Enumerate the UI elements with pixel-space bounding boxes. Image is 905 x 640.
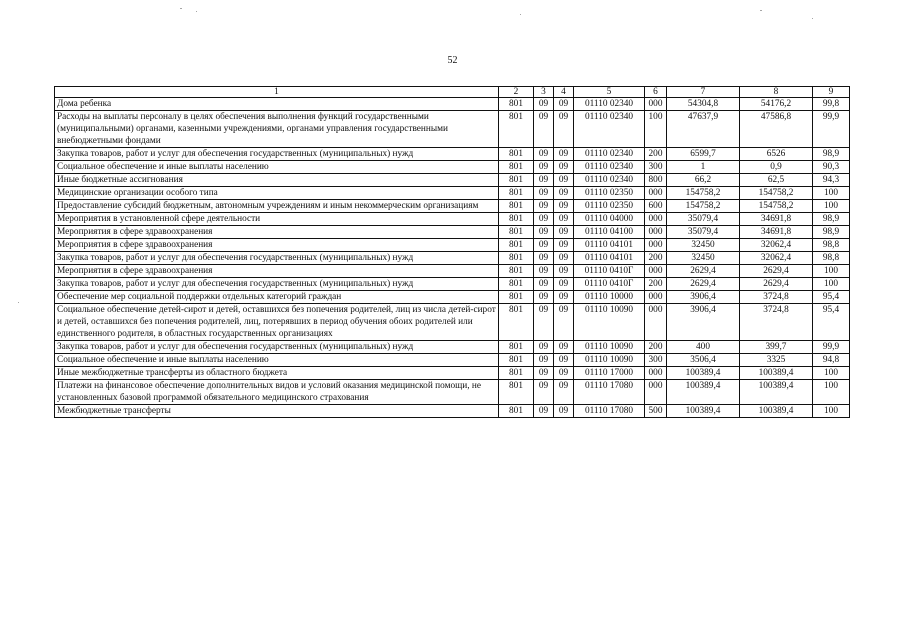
row-section: 09 (534, 148, 554, 161)
column-header: 4 (554, 87, 574, 98)
row-planned: 400 (667, 341, 740, 354)
row-section: 09 (534, 161, 554, 174)
table-row (55, 380, 850, 405)
row-section: 09 (534, 213, 554, 226)
table-header-row (55, 87, 850, 98)
row-section: 09 (534, 405, 554, 418)
row-ved: 801 (499, 213, 534, 226)
row-subsection: 09 (554, 405, 574, 418)
row-percent: 98,9 (813, 148, 850, 161)
table-row (55, 148, 850, 161)
row-expense-type: 000 (645, 291, 667, 304)
row-percent: 100 (813, 380, 850, 405)
row-ved: 801 (499, 161, 534, 174)
row-expense-type: 500 (645, 405, 667, 418)
row-executed: 3325 (740, 354, 813, 367)
row-subsection: 09 (554, 213, 574, 226)
row-section: 09 (534, 239, 554, 252)
row-section: 09 (534, 367, 554, 380)
row-planned: 154758,2 (667, 187, 740, 200)
column-header: 1 (55, 87, 499, 98)
row-expense-type: 200 (645, 341, 667, 354)
row-percent: 98,8 (813, 252, 850, 265)
row-executed: 47586,8 (740, 111, 813, 148)
row-executed: 3724,8 (740, 291, 813, 304)
row-section: 09 (534, 380, 554, 405)
row-planned: 32450 (667, 252, 740, 265)
row-expense-type: 200 (645, 252, 667, 265)
row-target-article: 01110 02340 (574, 148, 645, 161)
row-name: Межбюджетные трансферты (55, 405, 499, 418)
row-expense-type: 600 (645, 200, 667, 213)
row-target-article: 01110 04101 (574, 239, 645, 252)
row-name: Социальное обеспечение и иные выплаты населению (55, 161, 499, 174)
row-executed: 3724,8 (740, 304, 813, 341)
row-name: Мероприятия в сфере здравоохранения (55, 226, 499, 239)
row-target-article: 01110 04101 (574, 252, 645, 265)
table-row (55, 187, 850, 200)
row-ved: 801 (499, 341, 534, 354)
row-ved: 801 (499, 291, 534, 304)
row-expense-type: 100 (645, 111, 667, 148)
table-row (55, 200, 850, 213)
row-percent: 99,8 (813, 98, 850, 111)
row-executed: 62,5 (740, 174, 813, 187)
row-planned: 35079,4 (667, 226, 740, 239)
table-row (55, 341, 850, 354)
row-subsection: 09 (554, 148, 574, 161)
row-name: Иные бюджетные ассигнования (55, 174, 499, 187)
row-expense-type: 200 (645, 278, 667, 291)
row-subsection: 09 (554, 252, 574, 265)
row-name: Обеспечение мер социальной поддержки отдельных категорий граждан (55, 291, 499, 304)
column-header: 3 (534, 87, 554, 98)
table-row (55, 174, 850, 187)
row-section: 09 (534, 304, 554, 341)
row-subsection: 09 (554, 200, 574, 213)
row-target-article: 01110 10090 (574, 341, 645, 354)
table-row (55, 252, 850, 265)
row-percent: 100 (813, 367, 850, 380)
row-target-article: 01110 0410Г (574, 278, 645, 291)
row-ved: 801 (499, 200, 534, 213)
row-planned: 100389,4 (667, 380, 740, 405)
row-percent: 94,3 (813, 174, 850, 187)
row-percent: 100 (813, 278, 850, 291)
row-ved: 801 (499, 148, 534, 161)
row-target-article: 01110 17080 (574, 380, 645, 405)
row-ved: 801 (499, 354, 534, 367)
row-name: Платежи на финансовое обеспечение дополнительных видов и условий оказания медицинской помощи, не установленных базовой программой обязательного медицинского страхования (55, 380, 499, 405)
row-ved: 801 (499, 405, 534, 418)
scan-speck (760, 10, 762, 11)
row-percent: 95,4 (813, 291, 850, 304)
row-executed: 154758,2 (740, 200, 813, 213)
column-header: 9 (813, 87, 850, 98)
row-subsection: 09 (554, 278, 574, 291)
table-row (55, 265, 850, 278)
row-ved: 801 (499, 174, 534, 187)
row-target-article: 01110 02340 (574, 111, 645, 148)
row-ved: 801 (499, 367, 534, 380)
row-target-article: 01110 17000 (574, 367, 645, 380)
table-row (55, 354, 850, 367)
table-row (55, 226, 850, 239)
row-expense-type: 300 (645, 354, 667, 367)
table-row (55, 278, 850, 291)
row-subsection: 09 (554, 226, 574, 239)
row-ved: 801 (499, 187, 534, 200)
row-planned: 2629,4 (667, 278, 740, 291)
row-name: Предоставление субсидий бюджетным, автономным учреждениям и иным некоммерческим организациям (55, 200, 499, 213)
row-name: Иные межбюджетные трансферты из областного бюджета (55, 367, 499, 380)
page-number: 52 (447, 55, 458, 66)
row-name: Социальное обеспечение и иные выплаты населению (55, 354, 499, 367)
column-header: 2 (499, 87, 534, 98)
row-ved: 801 (499, 252, 534, 265)
row-name: Закупка товаров, работ и услуг для обеспечения государственных (муниципальных) нужд (55, 341, 499, 354)
row-target-article: 01110 10090 (574, 354, 645, 367)
row-name: Дома ребенка (55, 98, 499, 111)
row-subsection: 09 (554, 174, 574, 187)
row-executed: 100389,4 (740, 380, 813, 405)
column-header: 5 (574, 87, 645, 98)
scan-speck (520, 14, 521, 15)
row-name: Закупка товаров, работ и услуг для обеспечения государственных (муниципальных) нужд (55, 278, 499, 291)
row-section: 09 (534, 341, 554, 354)
row-ved: 801 (499, 380, 534, 405)
row-executed: 2629,4 (740, 278, 813, 291)
row-expense-type: 000 (645, 226, 667, 239)
table-row (55, 111, 850, 148)
row-name: Закупка товаров, работ и услуг для обеспечения государственных (муниципальных) нужд (55, 252, 499, 265)
row-percent: 100 (813, 265, 850, 278)
row-section: 09 (534, 187, 554, 200)
row-subsection: 09 (554, 291, 574, 304)
row-expense-type: 300 (645, 161, 667, 174)
row-expense-type: 200 (645, 148, 667, 161)
row-subsection: 09 (554, 98, 574, 111)
row-ved: 801 (499, 111, 534, 148)
row-planned: 6599,7 (667, 148, 740, 161)
scan-speck (18, 302, 19, 303)
row-section: 09 (534, 291, 554, 304)
row-planned: 3506,4 (667, 354, 740, 367)
row-section: 09 (534, 98, 554, 111)
row-section: 09 (534, 226, 554, 239)
table-row (55, 367, 850, 380)
table-row (55, 161, 850, 174)
table-body (55, 98, 850, 418)
row-expense-type: 000 (645, 265, 667, 278)
row-subsection: 09 (554, 341, 574, 354)
row-percent: 99,9 (813, 111, 850, 148)
row-expense-type: 000 (645, 304, 667, 341)
row-percent: 99,9 (813, 341, 850, 354)
row-subsection: 09 (554, 380, 574, 405)
table-row (55, 304, 850, 341)
row-section: 09 (534, 278, 554, 291)
row-subsection: 09 (554, 239, 574, 252)
row-section: 09 (534, 354, 554, 367)
row-target-article: 01110 02340 (574, 174, 645, 187)
row-executed: 154758,2 (740, 187, 813, 200)
row-planned: 35079,4 (667, 213, 740, 226)
row-target-article: 01110 02350 (574, 200, 645, 213)
row-ved: 801 (499, 226, 534, 239)
row-target-article: 01110 02350 (574, 187, 645, 200)
scan-speck (812, 18, 813, 19)
row-percent: 94,8 (813, 354, 850, 367)
row-subsection: 09 (554, 354, 574, 367)
row-section: 09 (534, 265, 554, 278)
row-percent: 98,9 (813, 226, 850, 239)
row-percent: 95,4 (813, 304, 850, 341)
row-name: Социальное обеспечение детей-сирот и детей, оставшихся без попечения родителей, лиц из числа детей-сирот и детей, оставшихся без попечения родителей, лиц, потерявших в период обучения обоих родителей или единственного родителя, в областных государственных организациях (55, 304, 499, 341)
scan-speck (196, 11, 197, 12)
table-row (55, 291, 850, 304)
row-percent: 100 (813, 405, 850, 418)
table-row (55, 405, 850, 418)
row-planned: 154758,2 (667, 200, 740, 213)
row-executed: 100389,4 (740, 367, 813, 380)
row-name: Мероприятия в установленной сфере деятельности (55, 213, 499, 226)
row-section: 09 (534, 111, 554, 148)
row-name: Мероприятия в сфере здравоохранения (55, 265, 499, 278)
row-percent: 100 (813, 187, 850, 200)
row-ved: 801 (499, 239, 534, 252)
budget-table (54, 86, 850, 418)
row-executed: 6526 (740, 148, 813, 161)
row-name: Закупка товаров, работ и услуг для обеспечения государственных (муниципальных) нужд (55, 148, 499, 161)
row-ved: 801 (499, 98, 534, 111)
row-planned: 32450 (667, 239, 740, 252)
row-executed: 32062,4 (740, 239, 813, 252)
row-executed: 0,9 (740, 161, 813, 174)
row-percent: 98,8 (813, 239, 850, 252)
row-section: 09 (534, 252, 554, 265)
row-expense-type: 000 (645, 213, 667, 226)
row-planned: 2629,4 (667, 265, 740, 278)
row-target-article: 01110 04000 (574, 213, 645, 226)
row-expense-type: 000 (645, 367, 667, 380)
row-target-article: 01110 04100 (574, 226, 645, 239)
row-planned: 54304,8 (667, 98, 740, 111)
row-executed: 2629,4 (740, 265, 813, 278)
row-section: 09 (534, 174, 554, 187)
row-planned: 100389,4 (667, 367, 740, 380)
column-header: 8 (740, 87, 813, 98)
row-target-article: 01110 0410Г (574, 265, 645, 278)
row-subsection: 09 (554, 187, 574, 200)
column-header: 7 (667, 87, 740, 98)
row-subsection: 09 (554, 265, 574, 278)
row-executed: 34691,8 (740, 213, 813, 226)
row-expense-type: 000 (645, 98, 667, 111)
row-target-article: 01110 10000 (574, 291, 645, 304)
row-executed: 32062,4 (740, 252, 813, 265)
row-executed: 54176,2 (740, 98, 813, 111)
row-section: 09 (534, 200, 554, 213)
row-target-article: 01110 17080 (574, 405, 645, 418)
row-planned: 1 (667, 161, 740, 174)
table-row (55, 98, 850, 111)
row-target-article: 01110 02340 (574, 98, 645, 111)
row-percent: 90,3 (813, 161, 850, 174)
row-percent: 100 (813, 200, 850, 213)
row-name: Расходы на выплаты персоналу в целях обеспечения выполнения функций государственными (муниципальными) органами, казенными учреждениями, органами управления государственными внебюджетными фондами (55, 111, 499, 148)
row-planned: 100389,4 (667, 405, 740, 418)
row-expense-type: 000 (645, 187, 667, 200)
row-subsection: 09 (554, 111, 574, 148)
row-planned: 47637,9 (667, 111, 740, 148)
row-ved: 801 (499, 278, 534, 291)
table-row (55, 213, 850, 226)
table-row (55, 239, 850, 252)
row-percent: 98,9 (813, 213, 850, 226)
row-expense-type: 800 (645, 174, 667, 187)
row-subsection: 09 (554, 304, 574, 341)
row-expense-type: 000 (645, 380, 667, 405)
row-subsection: 09 (554, 161, 574, 174)
row-ved: 801 (499, 265, 534, 278)
row-planned: 3906,4 (667, 291, 740, 304)
row-ved: 801 (499, 304, 534, 341)
row-planned: 66,2 (667, 174, 740, 187)
row-name: Мероприятия в сфере здравоохранения (55, 239, 499, 252)
row-target-article: 01110 02340 (574, 161, 645, 174)
row-executed: 34691,8 (740, 226, 813, 239)
row-subsection: 09 (554, 367, 574, 380)
scan-speck (180, 8, 182, 9)
row-expense-type: 000 (645, 239, 667, 252)
row-target-article: 01110 10090 (574, 304, 645, 341)
row-executed: 100389,4 (740, 405, 813, 418)
row-planned: 3906,4 (667, 304, 740, 341)
column-header: 6 (645, 87, 667, 98)
row-executed: 399,7 (740, 341, 813, 354)
row-name: Медицинские организации особого типа (55, 187, 499, 200)
